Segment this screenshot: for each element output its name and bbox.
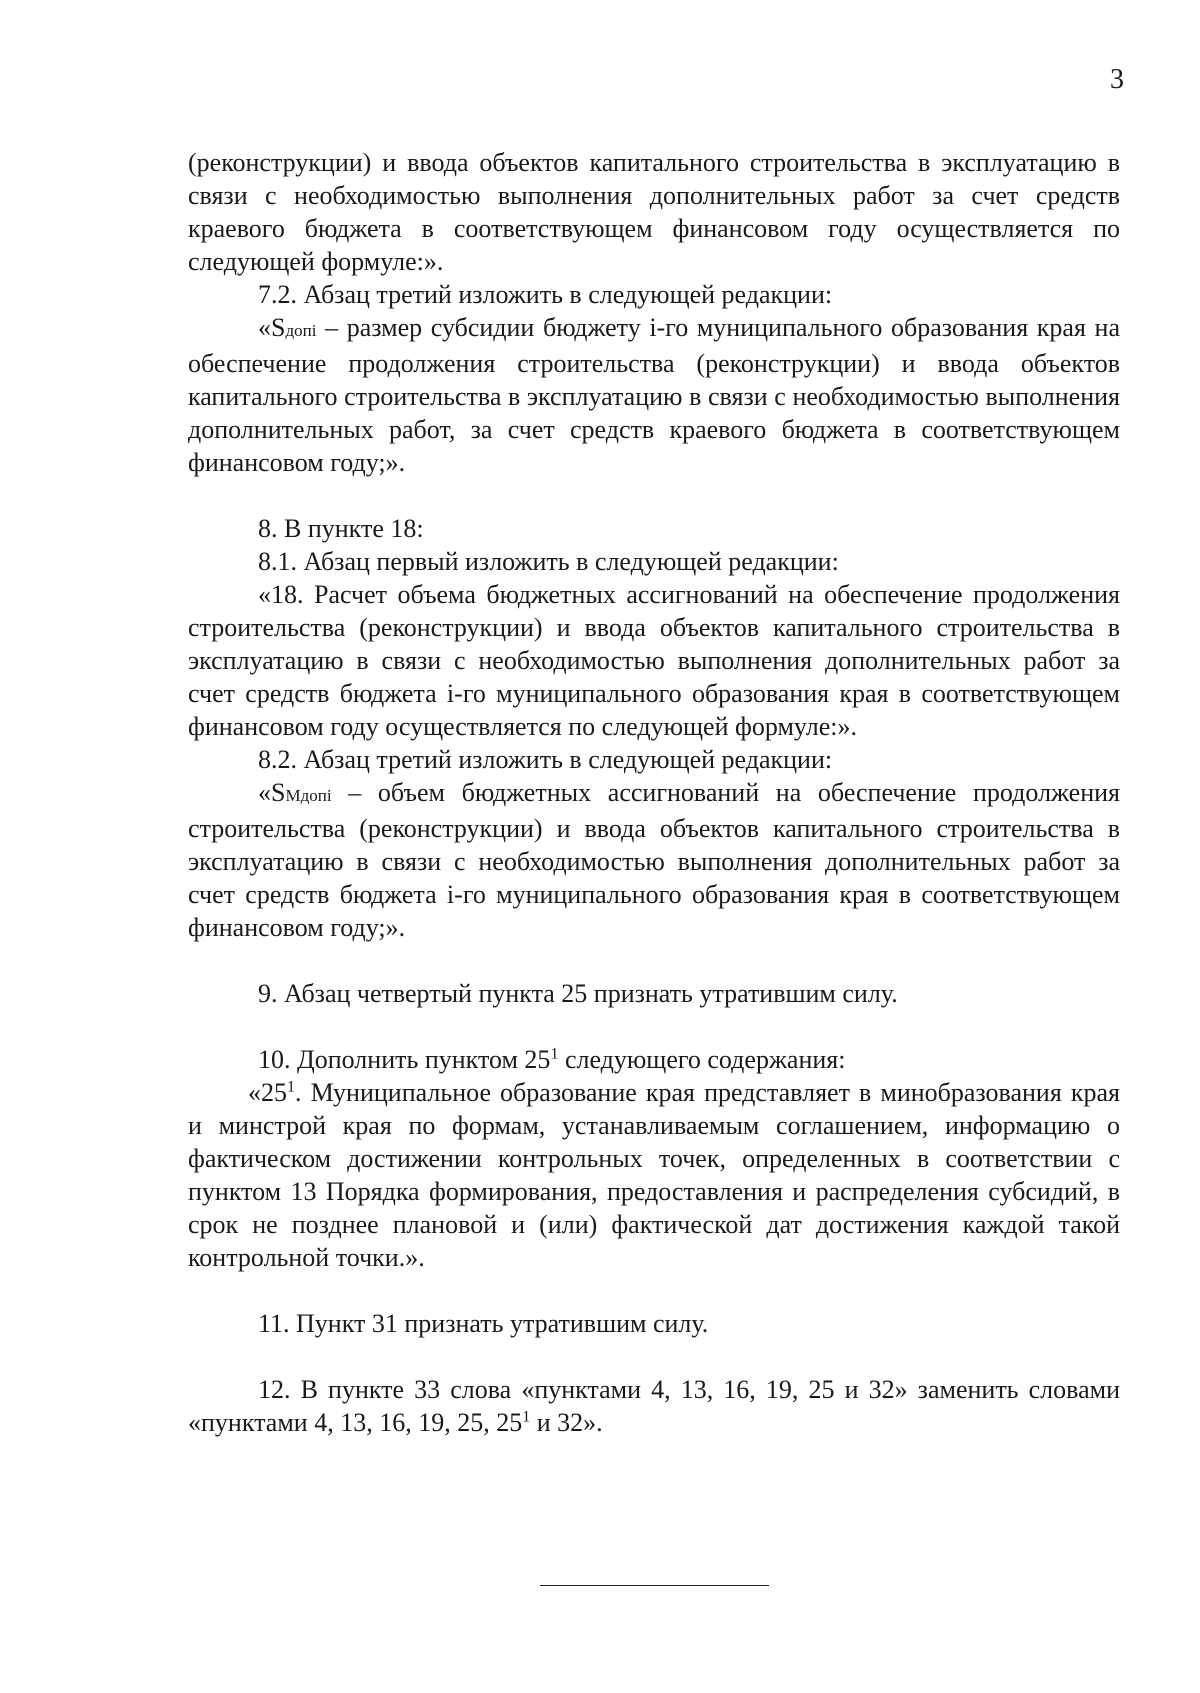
text-open: «S	[258, 313, 286, 342]
text-b: следующего содержания:	[558, 1045, 846, 1074]
subscript-dop: допi	[285, 321, 317, 340]
paragraph-8-2: 8.2. Абзац третий изложить в следующей редакции:	[258, 745, 833, 774]
paragraph-9: 9. Абзац четвертый пункта 25 признать утратившим силу.	[258, 979, 898, 1008]
paragraph-8-1: 8.1. Абзац первый изложить в следующей редакции:	[258, 547, 839, 576]
superscript-1: 1	[522, 1408, 531, 1426]
text-rest: – объем бюджетных ассигнований на обеспечение продолжения строительства (реконструкции) и ввода объектов капитального строительства в эксплуатацию в связи с необходимостью выполнения дополнительных работ за счет средств бюджета i-го муниципального образования края в соответствующем финансовом году;».	[188, 778, 1120, 942]
paragraph-10	[188, 1043, 1120, 1076]
page-number: 3	[1110, 64, 1124, 95]
paragraph-25-1-quote	[188, 1076, 1120, 1274]
paragraph-sdop-definition	[188, 311, 1120, 479]
text-a: «25	[248, 1078, 287, 1107]
paragraph-7-2: 7.2. Абзац третий изложить в следующей редакции:	[258, 280, 833, 309]
paragraph-11: 11. Пункт 31 признать утратившим силу.	[258, 1309, 709, 1338]
superscript-1: 1	[287, 1078, 295, 1096]
text-a: 12. В пункте 33 слова «пунктами 4, 13, 16, 19, 25 и 32» заменить словами «пунктами 4, 13, 16, 19, 25, 25	[188, 1375, 1120, 1437]
text-rest: – размер субсидии бюджету i-го муниципального образования края на обеспечение продолжения строительства (реконструкции) и ввода объектов капитального строительства в эксплуатацию в связи с необходимостью выполнения дополнительных работ, за счет средств краевого бюджета в соответствующем финансовом году;».	[188, 313, 1120, 477]
text-open: «S	[258, 778, 286, 807]
superscript-1: 1	[550, 1045, 559, 1063]
paragraph-continuation: (реконструкции) и ввода объектов капитального строительства в эксплуатацию в связи с необходимостью выполнения дополнительных работ за счет средств краевого бюджета в соответствующем финансовом году осуществляется по следующей формуле:».	[188, 148, 1120, 276]
text-b: и 32».	[530, 1408, 603, 1437]
paragraph-18-quote: «18. Расчет объема бюджетных ассигнований на обеспечение продолжения строительства (реконструкции) и ввода объектов капитального строительства в эксплуатацию в связи с необходимостью выполнения дополнительных работ за счет средств бюджета i-го муниципального образования края в соответствующем финансовом году осуществляется по следующей формуле:».	[188, 580, 1120, 741]
paragraph-12	[188, 1373, 1120, 1439]
text-b: . Муниципальное образование края представляет в минобразования края и минстрой края по формам, устанавливаемым соглашением, информацию о фактическом достижении контрольных точек, определенных в соответствии с пунктом 13 Порядка формирования, предоставления и распределения субсидий, в срок не позднее плановой и (или) фактической дат достижения каждой такой контрольной точки.».	[188, 1078, 1120, 1272]
paragraph-8: 8. В пункте 18:	[258, 514, 424, 543]
subscript-mdop: Мдопi	[285, 786, 332, 805]
paragraph-smdop-definition	[188, 776, 1120, 944]
end-rule	[540, 1585, 769, 1586]
text-a: 10. Дополнить пунктом 25	[258, 1045, 551, 1074]
document-body	[188, 146, 1120, 1439]
